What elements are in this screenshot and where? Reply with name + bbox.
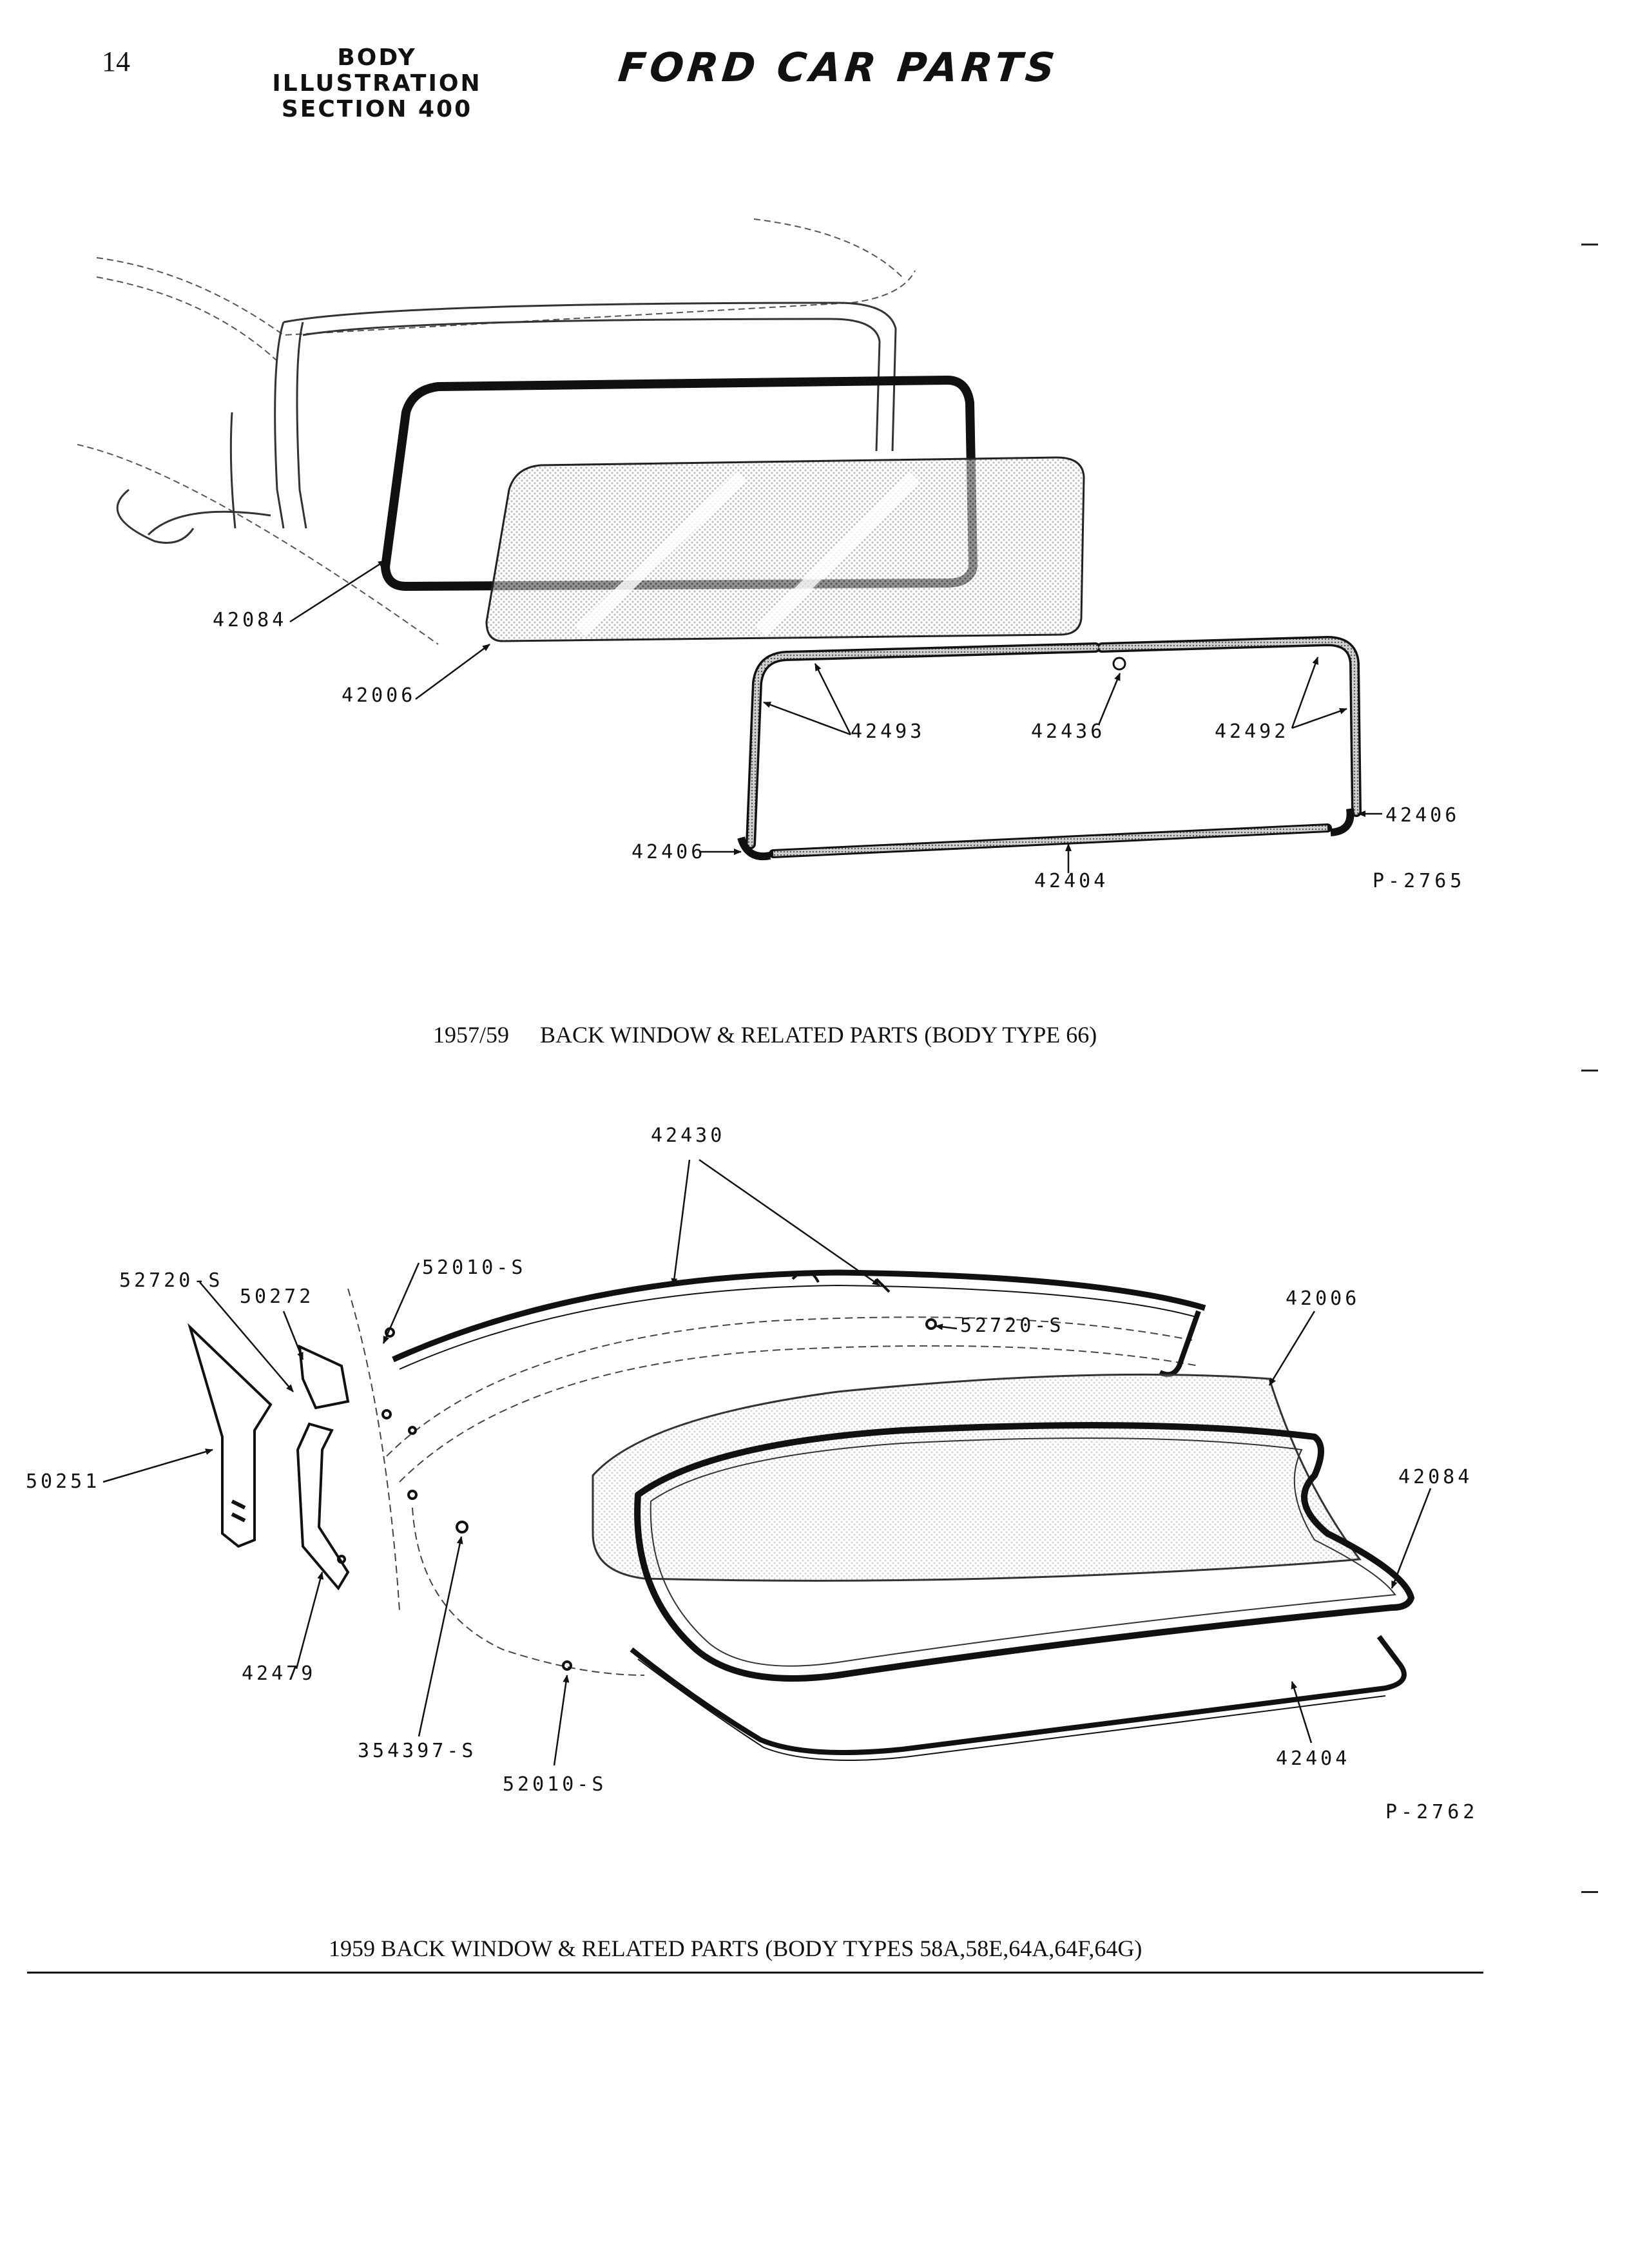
callout-42436: 42436 bbox=[1031, 720, 1106, 743]
figure-1-caption bbox=[433, 1021, 1097, 1048]
moulding-frame bbox=[741, 641, 1356, 856]
callout-42404: 42404 bbox=[1034, 870, 1109, 892]
upper-moulding-42430 bbox=[393, 1272, 1205, 1375]
callout-354397-s: 354397-S bbox=[358, 1740, 477, 1762]
margin-tick bbox=[1581, 244, 1598, 245]
callout-42430: 42430 bbox=[651, 1124, 726, 1147]
figure-2-caption: 1959 BACK WINDOW & RELATED PARTS (BODY TYPES 58A,58E,64A,64F,64G) bbox=[329, 1936, 1142, 1961]
page-number: 14 bbox=[102, 46, 130, 77]
margin-tick bbox=[1581, 1891, 1598, 1893]
callout-42006: 42006 bbox=[1286, 1287, 1360, 1310]
callout-52010-s-top: 52010-S bbox=[422, 1256, 526, 1279]
callout-42084: 42084 bbox=[1398, 1466, 1473, 1488]
section-heading-line-1: BODY ILLUSTRATION bbox=[272, 44, 482, 97]
figure-1-caption-text: BACK WINDOW & RELATED PARTS (BODY TYPE 66) bbox=[540, 1022, 1097, 1048]
callout-50251: 50251 bbox=[26, 1470, 101, 1493]
section-heading-line-2: SECTION 400 bbox=[281, 96, 473, 122]
lower-moulding-42404 bbox=[631, 1637, 1404, 1760]
figure-1-caption-year: 1957/59 bbox=[433, 1022, 510, 1048]
figure-2-illustration bbox=[0, 1095, 1629, 1984]
callout-42404: 42404 bbox=[1276, 1747, 1351, 1770]
glass-42006 bbox=[593, 1374, 1360, 1581]
callout-52010-s-bottom: 52010-S bbox=[503, 1773, 607, 1796]
callout-42406-left: 42406 bbox=[631, 841, 706, 863]
callout-42406-right: 42406 bbox=[1385, 804, 1460, 827]
figure-2-reference: P-2762 bbox=[1385, 1801, 1479, 1823]
callout-52720-s-mid: 52720-S bbox=[960, 1314, 1065, 1337]
callout-50272: 50272 bbox=[240, 1285, 314, 1308]
bottom-rule bbox=[27, 1972, 1483, 1974]
figure-1-illustration bbox=[0, 0, 1629, 966]
callout-42006: 42006 bbox=[342, 684, 416, 707]
callout-42479: 42479 bbox=[242, 1662, 316, 1685]
callout-42084: 42084 bbox=[213, 609, 287, 631]
margin-tick bbox=[1581, 1070, 1598, 1072]
callout-42492: 42492 bbox=[1215, 720, 1289, 743]
callout-42493: 42493 bbox=[851, 720, 925, 743]
figure-1-reference: P-2765 bbox=[1373, 870, 1466, 892]
callout-52720-s-left: 52720-S bbox=[119, 1269, 224, 1292]
catalog-title: FORD CAR PARTS bbox=[616, 44, 1061, 91]
